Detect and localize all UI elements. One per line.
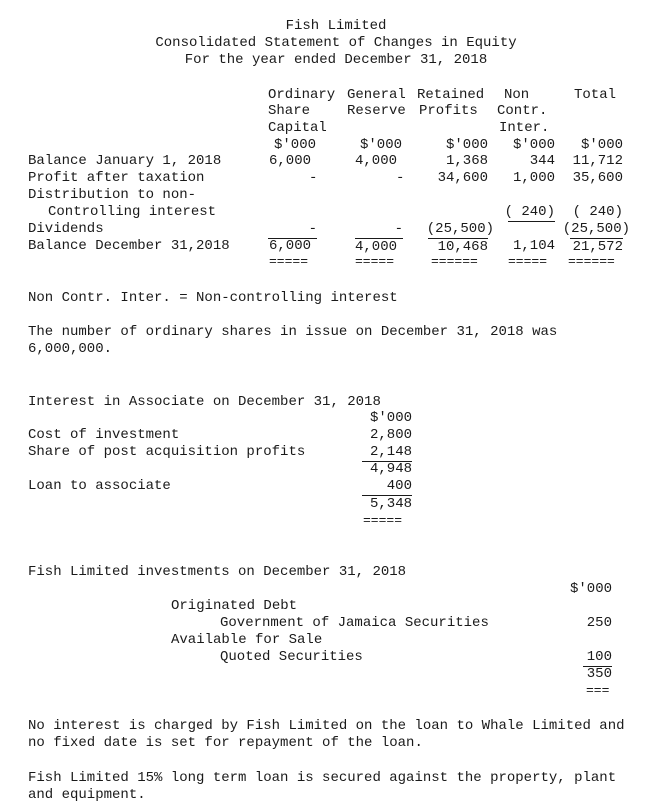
- col-header-general-reserve-1: General: [347, 87, 406, 103]
- associate-subtotal: 4,948: [369, 461, 412, 477]
- investments-title: Fish Limited investments on December 31, 2018: [28, 564, 407, 580]
- investments-category: Originated Debt: [171, 598, 298, 614]
- unit-label: $'000: [580, 137, 623, 153]
- associate-cost-value: 2,800: [369, 427, 412, 443]
- row-label: Profit after taxation: [28, 170, 205, 186]
- cell-value: 6,000: [269, 153, 312, 169]
- associate-share-value: 2,148: [362, 444, 412, 462]
- abbreviation-note: Non Contr. Inter. = Non-controlling interest: [28, 290, 398, 306]
- row-label: Controlling interest: [48, 204, 217, 220]
- associate-share-label: Share of post acquisition profits: [28, 444, 306, 460]
- cell-value: 1,368: [445, 153, 488, 169]
- shares-note: The number of ordinary shares in issue on December 31, 2018 was 6,000,000.: [28, 324, 558, 357]
- cell-value: ( 240): [504, 204, 555, 220]
- col-header-share-capital-3: Capital: [268, 120, 327, 136]
- cell-value: 10,468: [428, 238, 488, 256]
- investments-category: Available for Sale: [171, 632, 323, 648]
- associate-loan-value: 400: [362, 478, 412, 496]
- col-header-non-contr-2: Contr.: [497, 103, 548, 119]
- cell-value: -: [355, 221, 403, 239]
- unit-label: $'000: [512, 137, 555, 153]
- associate-total: 5,348: [369, 496, 412, 512]
- cell-value: 11,712: [572, 153, 623, 169]
- cell-value: 34,600: [437, 170, 488, 186]
- cell-value: 1,000: [512, 170, 555, 186]
- cell-value: (25,500): [562, 221, 630, 237]
- col-header-retained-profits-2: Profits: [419, 103, 478, 119]
- cell-value: -: [309, 170, 318, 186]
- cell-value: -: [268, 221, 317, 239]
- cell-value: -: [396, 170, 405, 186]
- cell-value: 4,000: [355, 153, 398, 169]
- investments-item: Quoted Securities: [220, 649, 363, 665]
- row-label: Balance December 31,2018: [28, 238, 230, 254]
- double-rule: =====: [508, 254, 548, 269]
- associate-unit: $'000: [369, 410, 412, 426]
- unit-label: $'000: [273, 137, 316, 153]
- investments-item-value: 250: [586, 615, 612, 631]
- col-header-share-capital-1: Ordinary: [268, 87, 336, 103]
- associate-loan-label: Loan to associate: [28, 478, 171, 494]
- double-rule: =====: [269, 254, 309, 269]
- row-label: Dividends: [28, 221, 104, 237]
- cell-value: 1,104: [512, 238, 555, 254]
- cell-value: 6,000: [269, 238, 312, 254]
- investments-unit: $'000: [569, 581, 612, 597]
- secured-loan-note: Fish Limited 15% long term loan is secured against the property, plant and equipment.: [28, 770, 617, 803]
- col-header-total: Total: [574, 87, 617, 103]
- col-header-non-contr-1: Non: [504, 87, 530, 103]
- col-header-share-capital-2: Share: [268, 103, 311, 119]
- double-rule: ======: [568, 254, 615, 269]
- col-header-retained-profits-1: Retained: [417, 87, 485, 103]
- associate-title: Interest in Associate on December 31, 2018: [28, 394, 381, 410]
- statement-period: For the year ended December 31, 2018: [184, 52, 488, 68]
- double-rule: =====: [363, 513, 403, 528]
- company-name: Fish Limited: [285, 18, 387, 34]
- investments-total: 350: [586, 666, 612, 682]
- row-label: Distribution to non-: [28, 187, 197, 203]
- unit-label: $'000: [445, 137, 488, 153]
- double-rule: =====: [355, 254, 395, 269]
- investments-item: Government of Jamaica Securities: [220, 615, 489, 631]
- cell-value: 344: [529, 153, 555, 169]
- statement-title: Consolidated Statement of Changes in Equity: [155, 35, 517, 51]
- cell-value: [508, 221, 555, 222]
- loan-note: No interest is charged by Fish Limited on the loan to Whale Limited and no fixed date is set for repayment of the loan.: [28, 718, 625, 751]
- associate-cost-label: Cost of investment: [28, 427, 180, 443]
- double-rule: ===: [586, 683, 610, 698]
- col-header-general-reserve-2: Reserve: [347, 103, 406, 119]
- row-label: Balance January 1, 2018: [28, 153, 222, 169]
- cell-value: ( 240): [572, 204, 623, 220]
- cell-value: 21,572: [570, 238, 623, 256]
- cell-value: 35,600: [572, 170, 623, 186]
- investments-item-value: 100: [583, 649, 612, 667]
- double-rule: ======: [431, 254, 478, 269]
- unit-label: $'000: [359, 137, 402, 153]
- cell-value: (25,500): [426, 221, 494, 237]
- col-header-non-contr-3: Inter.: [499, 120, 550, 136]
- cell-value: 4,000: [355, 238, 403, 256]
